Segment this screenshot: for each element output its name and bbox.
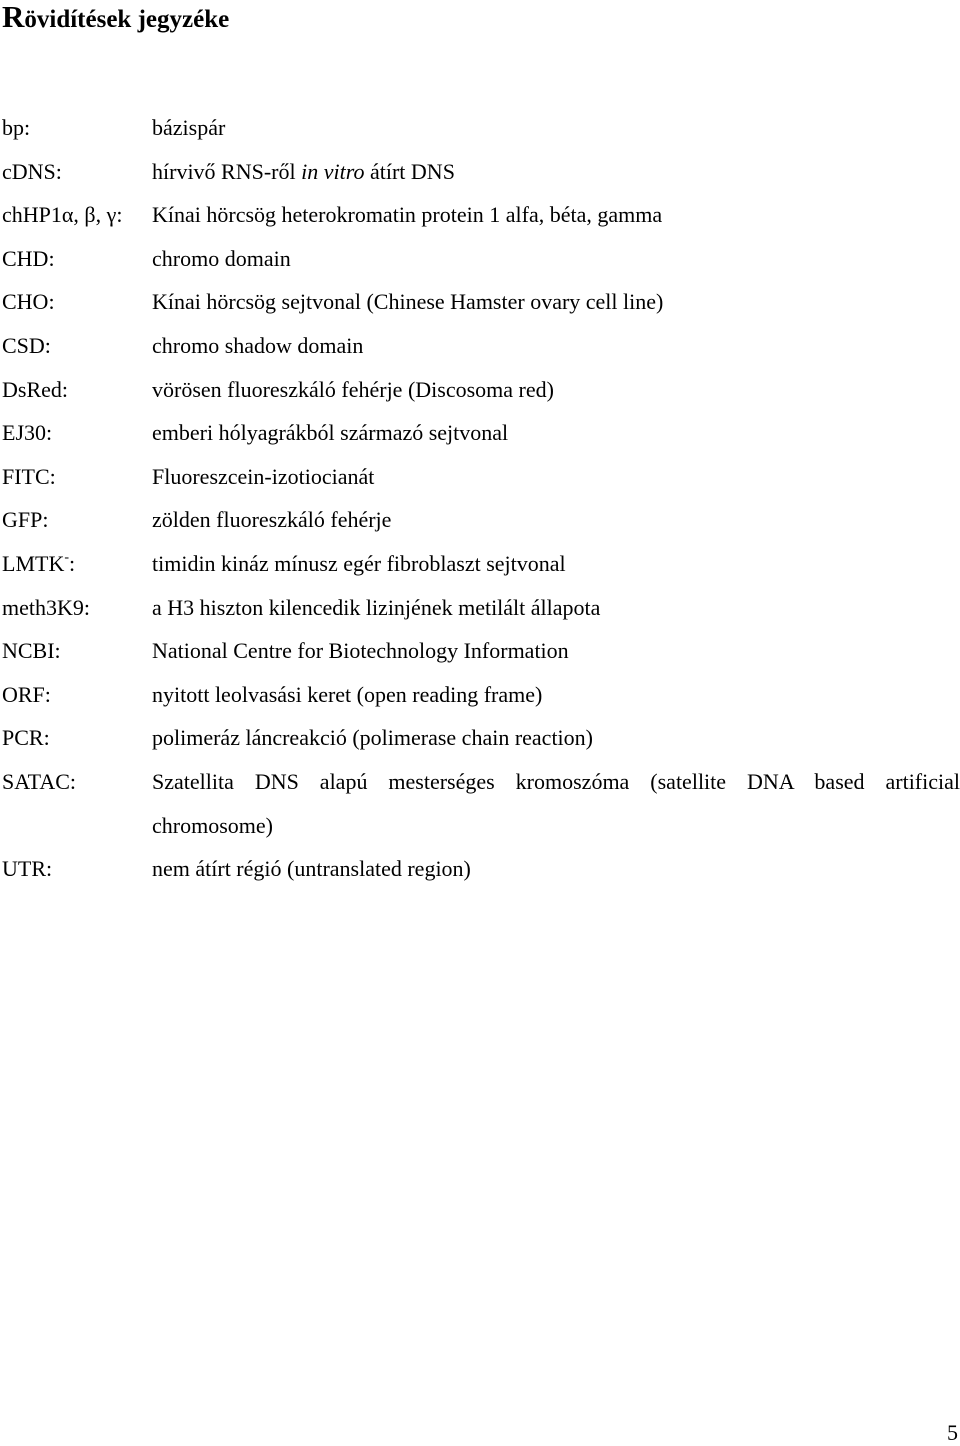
abbreviation-term: CHO: [2, 289, 55, 315]
abbreviation-row-cho [2, 280, 960, 324]
abbreviation-term: cDNS: [2, 158, 62, 184]
abbreviation-definition: a H3 hiszton kilencedik lizinjének metilált állapota [152, 594, 601, 620]
abbreviation-term: EJ30: [2, 420, 53, 446]
abbreviation-term: ORF: [2, 681, 51, 707]
abbreviation-definition: Szatellita DNS alapú mesterséges kromoszóma (satellite DNA based artificial chromosome) [152, 768, 960, 838]
definition-text: hírvivő RNS-ről [152, 158, 302, 184]
abbreviation-definition: chromo shadow domain [152, 332, 364, 358]
abbreviation-row-meth3k9 [2, 586, 960, 630]
abbreviation-row-cdns [2, 150, 960, 194]
abbreviation-row-ncbi [2, 629, 960, 673]
abbreviation-row-pcr [2, 716, 960, 760]
abbreviation-term: SATAC: [2, 768, 77, 794]
abbreviation-row-satac [2, 760, 960, 847]
page-number: 5 [947, 1420, 958, 1445]
abbreviation-definition: nem átírt régió (untranslated region) [152, 856, 471, 882]
abbreviation-definition: polimeráz láncreakció (polimerase chain reaction) [152, 725, 593, 751]
abbreviation-row-chhp1 [2, 193, 960, 237]
abbreviation-row-bp [2, 106, 960, 150]
abbreviation-term: CSD: [2, 332, 51, 358]
abbreviation-row-lmtk [2, 542, 960, 586]
abbreviation-definition [152, 150, 960, 194]
abbreviation-term: bp: [2, 115, 31, 140]
abbreviation-term [2, 542, 152, 586]
abbreviation-definition: vörösen fluoreszkáló fehérje (Discosoma red) [152, 376, 554, 402]
page-title [2, 0, 229, 37]
abbreviation-term: NCBI: [2, 638, 61, 664]
abbreviation-row-dsred [2, 368, 960, 412]
abbreviation-row-chd [2, 237, 960, 281]
abbreviation-definition: bázispár [152, 115, 226, 140]
abbreviation-term: PCR: [2, 725, 50, 751]
abbreviation-row-ej30 [2, 411, 960, 455]
abbreviation-definition: Kínai hörcsög heterokromatin protein 1 alfa, béta, gamma [152, 202, 663, 228]
abbreviation-term: FITC: [2, 463, 56, 489]
abbreviation-row-orf [2, 673, 960, 717]
abbreviation-term: GFP: [2, 507, 49, 533]
abbreviation-term: DsRed: [2, 376, 68, 402]
abbreviation-row-gfp [2, 498, 960, 542]
term-superscript: - [64, 549, 69, 565]
abbreviation-definition: Kínai hörcsög sejtvonal (Chinese Hamster ovary cell line) [152, 289, 664, 315]
abbreviation-term: chHP1α, β, γ: [2, 202, 123, 228]
abbreviation-definition: Fluoreszcein-izotiocianát [152, 463, 375, 489]
abbreviation-definition: emberi hólyagrákból származó sejtvonal [152, 420, 509, 446]
abbreviation-row-utr [2, 847, 960, 891]
abbreviation-definition: timidin kináz mínusz egér fibroblaszt sejtvonal [152, 550, 566, 576]
abbreviation-definition: chromo domain [152, 245, 291, 271]
abbreviation-definition: nyitott leolvasási keret (open reading frame) [152, 681, 543, 707]
term-text: LMTK [2, 550, 65, 576]
abbreviation-term: UTR: [2, 856, 53, 882]
page-title-rest: övidítések jegyzéke [24, 6, 230, 33]
abbreviation-row-csd [2, 324, 960, 368]
abbreviation-term: meth3K9: [2, 594, 90, 620]
definition-text: átírt DNS [364, 158, 455, 184]
definition-italic-text: in vitro [301, 158, 365, 184]
term-text: : [69, 550, 76, 576]
abbreviation-definition: National Centre for Biotechnology Information [152, 638, 569, 664]
page-title-initial: R [2, 0, 25, 34]
abbreviation-term: CHD: [2, 245, 55, 271]
abbreviation-row-fitc [2, 455, 960, 499]
abbreviation-definition: zölden fluoreszkáló fehérje [152, 507, 392, 533]
abbreviation-list [2, 106, 960, 891]
